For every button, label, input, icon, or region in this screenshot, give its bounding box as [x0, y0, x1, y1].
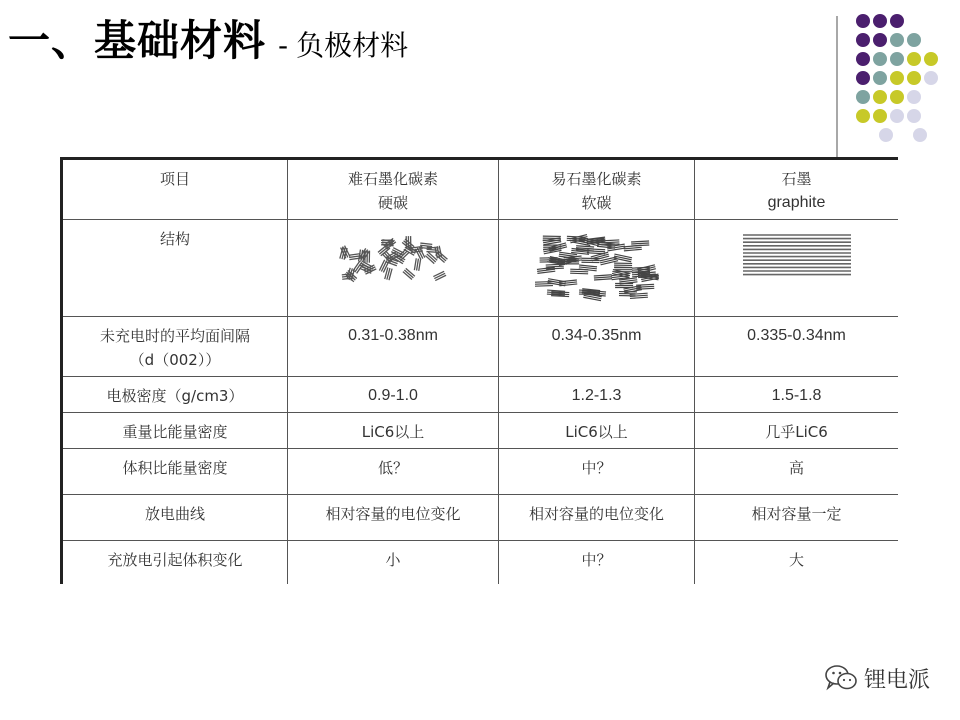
row-value: 高	[788, 459, 804, 477]
header-soft-carbon-name: 易石墨化碳素	[551, 170, 642, 188]
carbon-stack-mark	[385, 267, 392, 280]
row-label-cell	[62, 317, 288, 377]
row-value-cell	[695, 541, 899, 585]
row-label: 充放电引起体积变化	[107, 551, 243, 569]
title-separator: -	[278, 29, 289, 62]
row-value: 几乎LiC6	[765, 423, 828, 441]
decorative-dot	[856, 33, 870, 47]
header-hard-carbon-name: 难石墨化碳素	[347, 170, 438, 188]
row-label: 重量比能量密度	[122, 423, 228, 441]
decorative-dot	[856, 52, 870, 66]
decorative-dot	[924, 52, 938, 66]
table-row	[62, 377, 899, 413]
row-value-cell	[288, 377, 499, 413]
header-graphite-name: 石墨	[781, 170, 812, 188]
row-value: 低？	[377, 459, 408, 477]
decorative-dot	[856, 14, 870, 28]
decorative-dot	[913, 128, 927, 142]
decorative-dot	[907, 109, 921, 123]
table-row	[62, 317, 899, 377]
row-value: 中？	[581, 459, 612, 477]
decorative-dot	[907, 71, 921, 85]
decorative-dot	[879, 128, 893, 142]
row-value: LiC6以上	[565, 423, 628, 441]
row-value: 0.34-0.35nm	[551, 327, 642, 344]
row-value-cell	[288, 495, 499, 541]
carbon-layer-mark	[629, 293, 647, 298]
row-label-cell	[62, 377, 288, 413]
row-value-cell	[695, 495, 899, 541]
row-value-cell	[499, 449, 695, 495]
row-value-cell	[499, 377, 695, 413]
slide-title	[8, 8, 408, 64]
row-value-cell	[288, 317, 499, 377]
watermark	[824, 660, 930, 696]
row-value-cell	[695, 413, 899, 449]
decorative-dot	[890, 109, 904, 123]
decorative-dot	[890, 90, 904, 104]
row-label-cell	[62, 449, 288, 495]
table-row	[62, 449, 899, 495]
row-value: LiC6以上	[361, 423, 425, 441]
row-value-cell	[288, 413, 499, 449]
carbon-layer-mark	[614, 268, 632, 272]
row-value: 相对容量的电位变化	[325, 505, 461, 523]
header-hard-carbon-alias: 硬碳	[377, 194, 408, 212]
graphite-structure-image	[741, 231, 853, 279]
structure-label: 结构	[159, 230, 190, 248]
header-graphite-alias: graphite	[767, 194, 826, 211]
decorative-dot	[890, 14, 904, 28]
row-value-cell	[288, 449, 499, 495]
header-soft-carbon-alias: 软碳	[581, 194, 612, 212]
row-value: 0.335-0.34nm	[747, 327, 846, 344]
header-cell-soft-carbon	[499, 159, 695, 220]
row-label-line2: （d（002））	[129, 351, 221, 369]
decorative-dot	[856, 109, 870, 123]
title-subtitle: 负极材料	[296, 29, 409, 62]
row-value: 相对容量一定	[751, 505, 842, 523]
comparison-table-frame	[60, 157, 898, 584]
row-value: 小	[385, 551, 401, 569]
carbon-layer-mark	[614, 263, 632, 267]
row-value-cell	[499, 413, 695, 449]
carbon-layer-mark	[615, 284, 633, 288]
header-cell-graphite	[695, 159, 899, 220]
header-label-cell	[62, 159, 288, 220]
table-header-row	[62, 159, 899, 220]
decorative-dot	[873, 52, 887, 66]
row-label: 未充电时的平均面间隔	[99, 327, 250, 345]
row-value-cell	[288, 541, 499, 585]
row-value: 0.9-1.0	[368, 387, 418, 404]
table-row	[62, 413, 899, 449]
decorative-dot	[873, 14, 887, 28]
row-value: 0.31-0.38nm	[348, 327, 438, 344]
row-value-cell	[499, 541, 695, 585]
structure-graphite-cell	[695, 220, 899, 317]
decorative-dot	[924, 71, 938, 85]
wechat-icon	[824, 663, 858, 693]
decorative-divider-line	[836, 16, 838, 158]
decorative-dot	[890, 33, 904, 47]
watermark-text: 锂电派	[863, 667, 930, 693]
row-label: 放电曲线	[144, 505, 205, 523]
row-label-cell	[62, 413, 288, 449]
carbon-layer-mark	[571, 248, 589, 254]
row-value-cell	[695, 377, 899, 413]
row-label: 电极密度（g/cm3）	[106, 387, 244, 405]
title-main: 一、基础材料	[8, 16, 267, 65]
table-row	[62, 541, 899, 585]
decorative-dot	[907, 33, 921, 47]
carbon-stack-mark	[403, 268, 415, 279]
row-value: 中？	[581, 551, 612, 569]
decorative-dot	[890, 71, 904, 85]
decorative-dot	[907, 52, 921, 66]
table-structure-row	[62, 220, 899, 317]
carbon-layer-mark	[535, 282, 553, 287]
row-label-cell	[62, 541, 288, 585]
row-value: 相对容量的电位变化	[528, 505, 664, 523]
row-value: 大	[788, 551, 804, 569]
structure-label-cell	[62, 220, 288, 317]
decorative-dot	[856, 90, 870, 104]
carbon-stack-mark	[425, 252, 437, 263]
carbon-layer-mark	[587, 249, 605, 254]
decorative-dot	[873, 90, 887, 104]
structure-soft-carbon-cell	[499, 220, 695, 317]
header-label: 项目	[159, 170, 190, 188]
header-cell-hard-carbon	[288, 159, 499, 220]
carbon-layer-mark	[570, 269, 588, 274]
row-value-cell	[499, 495, 695, 541]
anode-material-comparison-table	[60, 157, 898, 584]
row-label-cell	[62, 495, 288, 541]
row-label: 体积比能量密度	[122, 459, 228, 477]
decorative-dot	[873, 33, 887, 47]
structure-hard-carbon-cell	[288, 220, 499, 317]
carbon-stack-mark	[433, 271, 446, 280]
carbon-layer-mark	[593, 275, 611, 280]
decorative-dot	[873, 71, 887, 85]
decorative-dot	[890, 52, 904, 66]
carbon-layer-mark	[631, 241, 649, 246]
decorative-dot	[873, 109, 887, 123]
row-value-cell	[695, 317, 899, 377]
row-value: 1.5-1.8	[771, 387, 822, 404]
row-value: 1.2-1.3	[571, 387, 622, 404]
table-row	[62, 495, 899, 541]
row-value-cell	[499, 317, 695, 377]
row-value-cell	[695, 449, 899, 495]
decorative-dot	[907, 90, 921, 104]
decorative-dot-grid	[850, 14, 950, 154]
carbon-stack-mark	[414, 258, 420, 271]
hard-carbon-structure-image	[333, 231, 453, 287]
soft-carbon-structure-image	[535, 231, 659, 305]
decorative-dot	[856, 71, 870, 85]
